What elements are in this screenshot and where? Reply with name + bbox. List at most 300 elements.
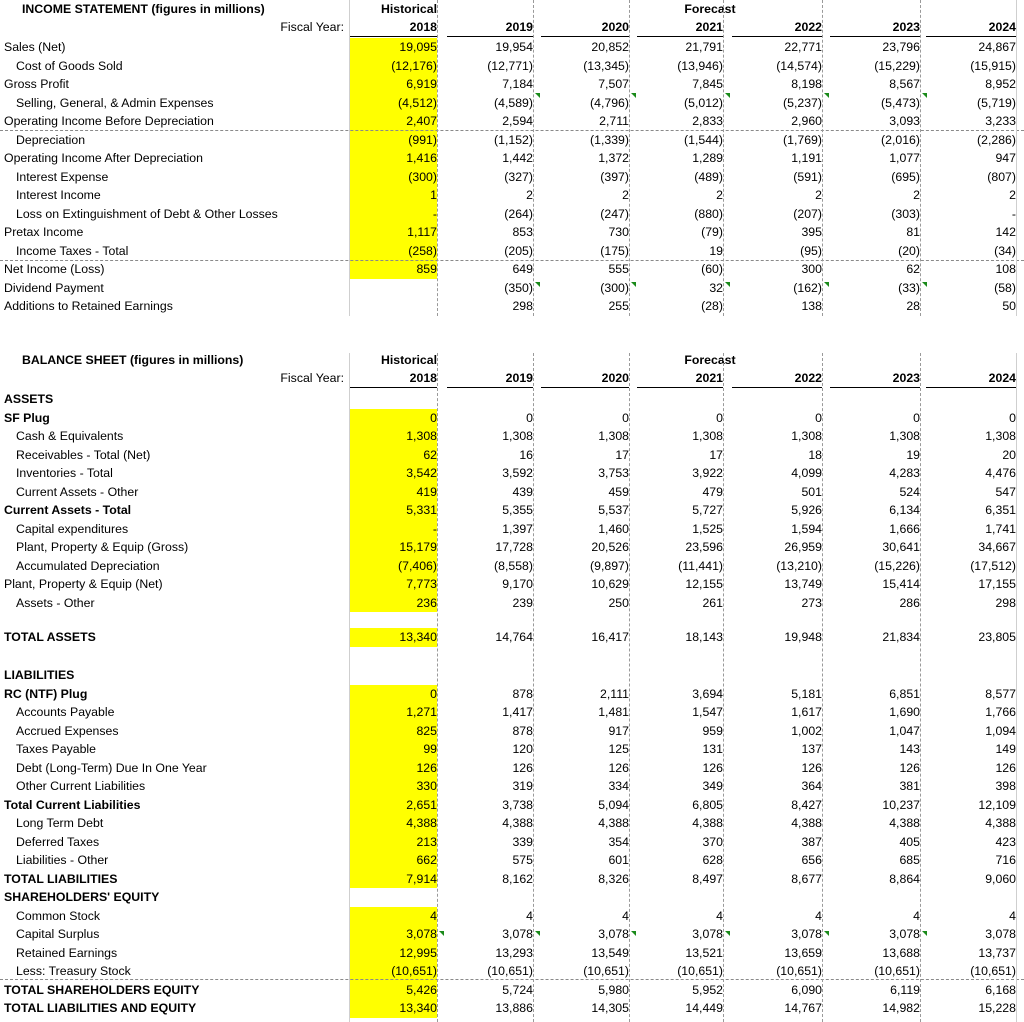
cell-2018[interactable]: (300) (349, 168, 437, 187)
cell-2024[interactable]: 298 (995, 595, 1016, 610)
cell-2018[interactable]: 1 (349, 186, 437, 205)
cell-2019[interactable]: (12,771) (487, 58, 533, 73)
cell-2023[interactable]: 81 (906, 225, 920, 239)
cell-2023[interactable]: 3,093 (889, 114, 920, 128)
cell-2020[interactable]: 5,980 (598, 982, 629, 997)
cell-2021[interactable]: (60) (701, 262, 723, 276)
cell-2023[interactable]: (695) (891, 169, 920, 184)
table-row[interactable] (0, 594, 1024, 613)
cell-2020[interactable]: (10,651) (583, 964, 629, 978)
cell-2019[interactable]: 5,724 (502, 982, 533, 997)
table-row[interactable] (0, 131, 1024, 150)
cell-2019[interactable]: 19,954 (495, 40, 533, 54)
cell-2019[interactable]: (350) (504, 280, 533, 295)
cell-2020[interactable]: (247) (600, 206, 629, 221)
cell-2022[interactable]: 137 (801, 742, 822, 756)
cell-2020[interactable]: 5,537 (598, 503, 629, 517)
cell-2023[interactable]: 381 (899, 779, 920, 793)
cell-2019[interactable]: 3,592 (502, 466, 533, 480)
cell-2024[interactable]: 3,233 (985, 114, 1016, 128)
cell-2020[interactable]: (9,897) (590, 558, 629, 573)
cell-2018[interactable]: 3,542 (349, 464, 437, 483)
cell-2020[interactable]: 2,111 (600, 686, 629, 701)
cell-2020[interactable]: 255 (608, 299, 629, 313)
cell-2023[interactable]: 62 (906, 262, 920, 276)
cell-2022[interactable]: (95) (800, 243, 822, 258)
table-row[interactable] (0, 483, 1024, 502)
cell-2018[interactable]: 859 (349, 260, 437, 279)
cell-2022[interactable]: 5,181 (791, 686, 822, 701)
cell-2021[interactable]: 131 (702, 742, 723, 756)
cell-2023[interactable]: 143 (899, 742, 920, 756)
cell-2021[interactable]: 3,694 (692, 686, 723, 701)
table-row[interactable] (0, 628, 1024, 647)
cell-2020[interactable]: 126 (608, 760, 629, 775)
cell-2024[interactable]: 2 (1009, 188, 1016, 202)
cell-2022[interactable]: 656 (801, 853, 822, 867)
cell-2019[interactable]: 4 (526, 908, 533, 923)
cell-2020[interactable]: 7,507 (598, 77, 629, 91)
cell-2019[interactable]: (264) (504, 206, 533, 221)
cell-2022[interactable]: 300 (801, 262, 822, 276)
table-row[interactable] (0, 981, 1024, 1000)
cell-2020[interactable]: 1,308 (598, 429, 629, 443)
cell-2023[interactable]: 1,666 (889, 521, 920, 536)
cell-2021[interactable]: 4,388 (692, 816, 723, 830)
cell-2024[interactable]: 1,094 (985, 723, 1016, 738)
cell-2021[interactable]: 2,833 (692, 114, 723, 128)
cell-2021[interactable]: 370 (702, 834, 723, 849)
cell-2018[interactable]: 19,095 (349, 38, 437, 57)
cell-2021[interactable] (637, 666, 723, 685)
cell-2024[interactable]: (34) (994, 243, 1016, 258)
cell-2018[interactable]: 62 (349, 446, 437, 465)
cell-2023[interactable]: 15,414 (882, 577, 920, 591)
cell-2023[interactable] (830, 666, 920, 685)
cell-2024[interactable]: 947 (995, 151, 1016, 165)
table-row[interactable] (0, 777, 1024, 796)
cell-2024[interactable]: 13,737 (978, 945, 1016, 960)
cell-2018[interactable]: (4,512) (349, 94, 437, 113)
cell-2018[interactable] (349, 297, 437, 316)
cell-2022[interactable]: 26,959 (784, 540, 822, 554)
cell-2022[interactable]: 8,198 (791, 77, 822, 91)
cell-2024[interactable]: 15,228 (978, 1001, 1016, 1015)
cell-2022[interactable]: 6,090 (791, 982, 822, 997)
cell-2024[interactable] (926, 888, 1016, 907)
cell-2021[interactable]: 13,521 (685, 945, 723, 960)
cell-2021[interactable]: (10,651) (677, 964, 723, 978)
cell-2020[interactable]: 250 (608, 595, 629, 610)
cell-2019[interactable]: 16 (519, 447, 533, 462)
table-row[interactable] (0, 57, 1024, 76)
cell-2023[interactable]: 4,283 (889, 466, 920, 480)
cell-2024[interactable]: 716 (995, 853, 1016, 867)
cell-2021[interactable]: (1,544) (684, 132, 723, 147)
table-row[interactable] (0, 851, 1024, 870)
table-row[interactable] (0, 575, 1024, 594)
cell-2022[interactable]: 3,078 (791, 927, 822, 941)
cell-2019[interactable]: 2,594 (502, 114, 533, 128)
cell-2021[interactable]: 1,308 (692, 429, 723, 443)
cell-2019[interactable]: 649 (512, 262, 533, 276)
cell-2018[interactable] (349, 888, 437, 907)
cell-2024[interactable] (926, 390, 1016, 409)
cell-2020[interactable]: 4,388 (598, 816, 629, 830)
table-row[interactable] (0, 944, 1024, 963)
cell-2018[interactable]: 99 (349, 740, 437, 759)
cell-2022[interactable]: (1,769) (783, 132, 822, 147)
cell-2020[interactable]: 20,852 (591, 40, 629, 54)
cell-2020[interactable]: 601 (608, 853, 629, 867)
cell-2018[interactable]: 1,308 (349, 427, 437, 446)
cell-2024[interactable]: 4,476 (985, 466, 1016, 480)
cell-2023[interactable]: 28 (906, 299, 920, 313)
cell-2022[interactable]: (591) (793, 169, 822, 184)
cell-2018[interactable]: 1,117 (349, 223, 437, 242)
cell-2020[interactable]: 2 (622, 188, 629, 202)
cell-2021[interactable] (637, 390, 723, 409)
cell-2021[interactable]: 6,805 (692, 797, 723, 812)
cell-2022[interactable]: 8,677 (791, 871, 822, 886)
cell-2024[interactable]: (5,719) (977, 95, 1016, 110)
cell-2023[interactable]: 14,982 (882, 1001, 920, 1015)
cell-2022[interactable]: 387 (801, 834, 822, 849)
cell-2020[interactable]: 459 (608, 484, 629, 499)
cell-2020[interactable]: 334 (608, 779, 629, 793)
cell-2018[interactable]: 5,426 (349, 981, 437, 1000)
cell-2023[interactable]: 2 (913, 188, 920, 202)
cell-2022[interactable]: (10,651) (776, 964, 822, 978)
cell-2023[interactable]: 6,134 (889, 503, 920, 517)
cell-2023[interactable]: (5,473) (881, 95, 920, 110)
cell-2021[interactable]: 2 (716, 188, 723, 202)
cell-2023[interactable]: (303) (891, 206, 920, 221)
cell-2020[interactable]: 4 (622, 908, 629, 923)
cell-2021[interactable] (637, 888, 723, 907)
cell-2023[interactable]: 10,237 (882, 797, 920, 812)
cell-2018[interactable]: (258) (349, 242, 437, 261)
cell-2021[interactable]: (11,441) (678, 558, 723, 573)
cell-2020[interactable]: 5,094 (598, 797, 629, 812)
table-row[interactable] (0, 279, 1024, 298)
cell-2018[interactable]: (7,406) (349, 557, 437, 576)
cell-2020[interactable]: 16,417 (591, 630, 629, 644)
cell-2018[interactable]: 1,416 (349, 149, 437, 168)
cell-2018[interactable]: 419 (349, 483, 437, 502)
table-row[interactable] (0, 925, 1024, 944)
cell-2021[interactable]: 1,547 (692, 705, 723, 719)
cell-2024[interactable]: 23,805 (978, 630, 1016, 644)
cell-2018[interactable]: (10,651) (349, 962, 437, 981)
cell-2022[interactable]: (13,210) (776, 558, 822, 573)
cell-2024[interactable]: (17,512) (970, 558, 1016, 573)
cell-2021[interactable]: 8,497 (692, 871, 723, 886)
cell-2020[interactable]: 14,305 (591, 1001, 629, 1015)
cell-2018[interactable]: 236 (349, 594, 437, 613)
cell-2021[interactable]: 1,289 (692, 151, 723, 165)
cell-2018[interactable]: 6,919 (349, 75, 437, 94)
cell-2018[interactable] (349, 666, 437, 685)
table-row[interactable] (0, 446, 1024, 465)
cell-2020[interactable]: (13,345) (583, 58, 629, 73)
cell-2024[interactable] (926, 666, 1016, 685)
cell-2022[interactable]: 14,767 (784, 1001, 822, 1015)
cell-2019[interactable]: 853 (512, 225, 533, 239)
table-row[interactable] (0, 297, 1024, 316)
cell-2024[interactable]: 126 (995, 760, 1016, 775)
cell-2022[interactable]: 138 (801, 299, 822, 313)
table-row[interactable] (0, 740, 1024, 759)
table-row[interactable] (0, 242, 1024, 261)
cell-2019[interactable] (447, 666, 533, 685)
table-row[interactable] (0, 205, 1024, 224)
cell-2024[interactable]: 24,867 (978, 40, 1016, 54)
table-row[interactable] (0, 390, 1024, 409)
cell-2019[interactable]: (1,152) (494, 132, 533, 147)
cell-2019[interactable]: 1,417 (502, 705, 533, 719)
cell-2018[interactable]: (991) (349, 131, 437, 150)
cell-2022[interactable]: 364 (801, 779, 822, 793)
cell-2024[interactable]: 547 (995, 484, 1016, 499)
cell-2022[interactable]: (5,237) (783, 95, 822, 110)
table-row[interactable] (0, 223, 1024, 242)
cell-2020[interactable]: 20,526 (591, 540, 629, 554)
cell-2019[interactable]: 239 (512, 595, 533, 610)
cell-2023[interactable]: 126 (899, 760, 920, 775)
cell-2024[interactable]: 4,388 (985, 816, 1016, 830)
cell-2019[interactable]: 8,162 (502, 871, 533, 886)
cell-2024[interactable]: 423 (995, 834, 1016, 849)
table-row[interactable] (0, 538, 1024, 557)
cell-2024[interactable]: 20 (1002, 447, 1016, 462)
cell-2024[interactable]: 0 (1009, 410, 1016, 425)
cell-2020[interactable]: 8,326 (598, 871, 629, 886)
table-row[interactable] (0, 888, 1024, 907)
cell-2019[interactable]: 439 (512, 484, 533, 499)
cell-2021[interactable]: 0 (716, 410, 723, 425)
cell-2023[interactable]: 286 (899, 595, 920, 610)
cell-2021[interactable]: 18,143 (685, 630, 723, 644)
cell-2023[interactable]: (15,229) (874, 58, 920, 73)
cell-2019[interactable]: 126 (512, 760, 533, 775)
cell-2024[interactable]: 8,952 (985, 77, 1016, 91)
cell-2020[interactable] (541, 390, 629, 409)
cell-2021[interactable]: 17 (709, 447, 723, 462)
cell-2018[interactable] (349, 279, 437, 298)
cell-2019[interactable]: (327) (504, 169, 533, 184)
cell-2020[interactable] (541, 888, 629, 907)
cell-2023[interactable]: 6,119 (890, 982, 920, 997)
cell-2022[interactable]: 1,308 (791, 429, 822, 443)
cell-2024[interactable]: 1,308 (985, 429, 1016, 443)
cell-2019[interactable] (447, 390, 533, 409)
cell-2018[interactable]: 13,340 (349, 999, 437, 1018)
cell-2018[interactable]: 12,995 (349, 944, 437, 963)
cell-2023[interactable] (830, 390, 920, 409)
cell-2019[interactable]: 319 (512, 779, 533, 793)
table-row[interactable] (0, 186, 1024, 205)
cell-2018[interactable]: 2,407 (349, 112, 437, 131)
cell-2020[interactable]: 13,549 (591, 945, 629, 960)
cell-2021[interactable]: 7,845 (692, 77, 723, 91)
table-row[interactable] (0, 112, 1024, 131)
cell-2023[interactable]: (2,016) (881, 132, 920, 147)
cell-2020[interactable]: 2,711 (599, 114, 629, 128)
table-row[interactable] (0, 907, 1024, 926)
cell-2023[interactable]: 405 (899, 834, 920, 849)
cell-2020[interactable]: 917 (608, 723, 629, 738)
table-row[interactable] (0, 870, 1024, 889)
cell-2021[interactable]: (5,012) (684, 95, 723, 110)
cell-2019[interactable]: 3,738 (502, 797, 533, 812)
cell-2018[interactable]: (12,176) (349, 57, 437, 76)
cell-2022[interactable]: 13,749 (784, 577, 822, 591)
cell-2022[interactable]: 501 (801, 484, 822, 499)
cell-2024[interactable]: (2,286) (977, 132, 1016, 147)
cell-2022[interactable]: 18 (808, 447, 822, 462)
cell-2019[interactable]: 13,293 (495, 945, 533, 960)
cell-2023[interactable]: 8,864 (889, 871, 920, 886)
cell-2024[interactable]: 1,741 (985, 521, 1016, 536)
cell-2022[interactable]: 273 (801, 595, 822, 610)
cell-2024[interactable]: 6,351 (985, 503, 1016, 517)
cell-2021[interactable]: 5,727 (692, 503, 723, 517)
cell-2020[interactable]: 10,629 (591, 577, 629, 591)
table-row[interactable] (0, 759, 1024, 778)
cell-2022[interactable] (732, 888, 822, 907)
cell-2019[interactable]: 298 (512, 299, 533, 313)
cell-2019[interactable] (447, 888, 533, 907)
cell-2020[interactable]: 1,372 (598, 151, 629, 165)
cell-2024[interactable]: 12,109 (978, 797, 1016, 812)
cell-2020[interactable]: 17 (615, 447, 629, 462)
cell-2018[interactable]: 7,914 (349, 870, 437, 889)
cell-2023[interactable]: 1,077 (889, 151, 920, 165)
cell-2022[interactable]: 4,099 (791, 466, 822, 480)
cell-2024[interactable]: 1,766 (985, 705, 1016, 719)
cell-2019[interactable]: (4,589) (494, 95, 533, 110)
cell-2018[interactable]: 15,179 (349, 538, 437, 557)
cell-2021[interactable]: 628 (702, 853, 723, 867)
cell-2024[interactable]: 17,155 (978, 577, 1016, 591)
cell-2024[interactable]: 6,168 (985, 982, 1016, 997)
cell-2019[interactable]: 7,184 (502, 77, 533, 91)
cell-2018[interactable]: 13,340 (349, 628, 437, 647)
cell-2018[interactable]: 0 (349, 409, 437, 428)
cell-2019[interactable]: 17,728 (495, 540, 533, 554)
table-row[interactable] (0, 557, 1024, 576)
cell-2022[interactable]: 2 (815, 188, 822, 202)
cell-2023[interactable]: 19 (906, 447, 920, 462)
cell-2020[interactable]: 0 (622, 410, 629, 425)
cell-2019[interactable]: 878 (512, 686, 533, 701)
cell-2019[interactable]: 1,308 (502, 429, 533, 443)
cell-2024[interactable]: - (1011, 206, 1016, 221)
cell-2021[interactable]: (79) (701, 225, 723, 239)
cell-2020[interactable]: (1,339) (590, 132, 629, 147)
cell-2018[interactable]: 7,773 (349, 575, 437, 594)
cell-2023[interactable]: (33) (898, 280, 920, 295)
table-row[interactable] (0, 38, 1024, 57)
cell-2023[interactable]: 13,688 (882, 945, 920, 960)
cell-2023[interactable]: (15,226) (874, 558, 920, 573)
cell-2022[interactable] (732, 666, 822, 685)
cell-2019[interactable]: 4,388 (502, 816, 533, 830)
cell-2022[interactable]: 4,388 (791, 816, 822, 830)
cell-2019[interactable]: 3,078 (502, 927, 533, 941)
cell-2018[interactable]: 213 (349, 833, 437, 852)
cell-2020[interactable]: 1,460 (598, 521, 629, 536)
cell-2022[interactable]: (162) (793, 280, 822, 295)
cell-2019[interactable]: 575 (512, 853, 533, 867)
cell-2020[interactable]: (175) (600, 243, 629, 258)
cell-2020[interactable]: (397) (600, 169, 629, 184)
cell-2023[interactable]: 30,641 (882, 540, 920, 554)
cell-2021[interactable]: (28) (701, 299, 723, 313)
cell-2021[interactable]: 12,155 (685, 577, 723, 591)
cell-2019[interactable]: 1,397 (502, 521, 533, 536)
cell-2019[interactable]: 14,764 (495, 630, 533, 644)
cell-2021[interactable]: 23,596 (685, 540, 723, 554)
cell-2018[interactable]: 4,388 (349, 814, 437, 833)
table-row[interactable] (0, 501, 1024, 520)
cell-2018[interactable]: 126 (349, 759, 437, 778)
cell-2024[interactable]: 50 (1002, 299, 1016, 313)
cell-2018[interactable]: 4 (349, 907, 437, 926)
cell-2023[interactable]: (20) (898, 243, 920, 258)
cell-2020[interactable]: (300) (600, 280, 629, 295)
table-row[interactable] (0, 260, 1024, 279)
cell-2021[interactable]: 32 (709, 280, 723, 295)
table-row[interactable] (0, 409, 1024, 428)
cell-2021[interactable]: 14,449 (685, 1001, 723, 1015)
cell-2023[interactable] (830, 888, 920, 907)
cell-2024[interactable]: (807) (987, 169, 1016, 184)
cell-2024[interactable]: (58) (994, 280, 1016, 295)
cell-2019[interactable]: 9,170 (502, 577, 533, 591)
cell-2022[interactable]: 22,771 (784, 40, 822, 54)
cell-2018[interactable]: 825 (349, 722, 437, 741)
cell-2018[interactable]: 3,078 (349, 925, 437, 944)
cell-2022[interactable]: 19,948 (784, 630, 822, 644)
table-row[interactable] (0, 75, 1024, 94)
table-row[interactable] (0, 149, 1024, 168)
cell-2024[interactable]: 142 (995, 225, 1016, 239)
cell-2020[interactable]: (4,796) (590, 95, 629, 110)
cell-2023[interactable]: 0 (913, 410, 920, 425)
cell-2022[interactable]: (207) (793, 206, 822, 221)
cell-2021[interactable]: 1,525 (692, 521, 723, 536)
cell-2022[interactable]: 395 (801, 225, 822, 239)
cell-2022[interactable]: 126 (801, 760, 822, 775)
cell-2022[interactable]: 5,926 (791, 503, 822, 517)
cell-2023[interactable]: 4,388 (889, 816, 920, 830)
cell-2019[interactable]: (8,558) (494, 558, 533, 573)
cell-2020[interactable]: 3,078 (598, 927, 629, 941)
cell-2022[interactable]: 2,960 (791, 114, 822, 128)
table-row[interactable] (0, 168, 1024, 187)
cell-2021[interactable]: 3,922 (692, 466, 723, 480)
cell-2023[interactable]: 685 (899, 853, 920, 867)
cell-2024[interactable]: 9,060 (985, 871, 1016, 886)
table-row[interactable] (0, 464, 1024, 483)
cell-2020[interactable]: 354 (608, 834, 629, 849)
cell-2022[interactable] (732, 390, 822, 409)
cell-2023[interactable]: 6,851 (889, 686, 920, 701)
table-row[interactable] (0, 796, 1024, 815)
cell-2020[interactable]: 730 (608, 225, 629, 239)
